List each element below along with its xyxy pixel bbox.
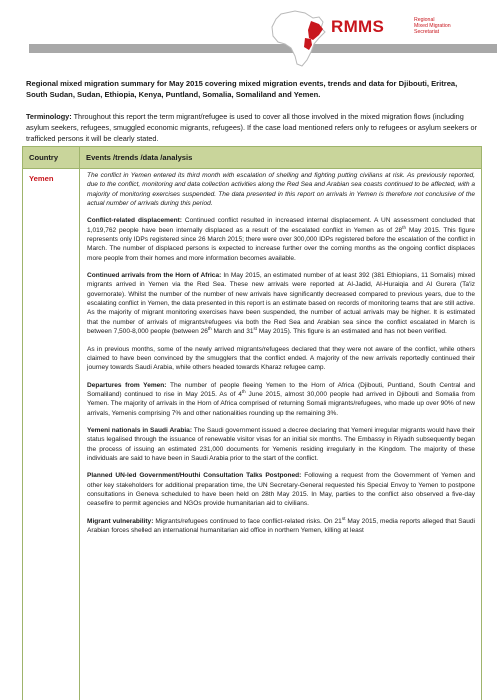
logo-sub-line: Regional (414, 17, 435, 23)
paragraph-text: Following a request from the Government of Yemen and other key stakeholders for additional preparation time, the UN Secretary-General requested his Special Envoy to Yemen to postpone consultations in Geneva scheduled to have been held on 28th May 2015. In May, parties to the conflict also observed a five-day ceasefire to permit agencies and NGOs provide humanitarian aid to civilians. (87, 472, 475, 508)
paragraph-text: May 2015. This figure represents only IDPs registered since 26 March 2015; there were over 300,000 IDPs registered before the escalation of the conflict in March. The number of displaced persons is expected to increase further over the coming months as the ongoing conflict displaces more people from their homes and more information becomes available. (87, 226, 475, 262)
column-divider (79, 147, 80, 700)
events-table (22, 146, 482, 700)
paragraph-text: March and 31 (211, 328, 254, 336)
paragraph-text: The Saudi government issued a decree declaring that Yemeni irregular migrants would have their status legalised through the issuance of renewable visitor visas for an initial six months. The Embassy in Riyadh subsequently began the process of issuing an estimated 231,000 documents for Yemenis residing irregularly in the Kingdom. The majority of these individuals are said to have been in Saudi Arabia prior to the start of the conflict. (87, 426, 475, 462)
terminology-note (26, 111, 482, 144)
paragraph-text: The number of people fleeing Yemen to the Horn of Africa (Djibouti, Puntland, South Central and Somaliland) continued to rise in May 2015. As of 4 (87, 381, 475, 398)
paragraph-text: Migrants/refugees continued to face conflict-related risks. On 21 (153, 517, 342, 525)
column-header-country: Country (29, 153, 59, 162)
country-name: Yemen (29, 174, 54, 183)
superscript: th (207, 325, 212, 331)
superscript: st (341, 515, 346, 521)
report-title: Regional mixed migration summary for May 2015 covering mixed migration events, trends and data for Djibouti, Eritrea, South Sudan, Sudan, Ethiopia, Kenya, Puntland, Somalia, Somaliland and Yemen. (26, 79, 458, 99)
superscript: th (402, 224, 406, 230)
paragraph-text: June 2015, almost 30,000 people had arrived in Djibouti and Somalia from Yemen. The majority of arrivals in the Horn of Africa comprised of returning Somali migrants/refugees, who made up over 90% of new arrivals, Yemenis comprising 7% and other nationalities rounding up the remaining 3%. (87, 390, 475, 417)
column-header-events: Events /trends /data /analysis (86, 153, 193, 162)
events-text (87, 171, 475, 543)
paragraph-consultation-talks (87, 471, 475, 508)
paragraph-saudi-arabia (87, 426, 475, 463)
paragraph-vulnerability (87, 517, 475, 536)
logo-sub-line: Secretariat (414, 29, 440, 35)
header-bar (29, 44, 497, 53)
paragraph-arrivals (87, 271, 475, 336)
paragraph-text: May 2015, media reports alleged that Saudi Arabian forces shelled an international humanitarian aid office in northern Yemen, killing at least (87, 517, 475, 534)
paragraph-heading: Planned UN-led Government/Houthi Consultation Talks Postponed: (87, 472, 302, 480)
africa-map-logo-icon (267, 8, 331, 70)
superscript: th (241, 388, 246, 394)
rmms-logo-subtitle (414, 17, 484, 35)
paragraph-text: In May 2015, an estimated number of at least 392 (381 Ethiopians, 11 Somalis) mixed migrants arrived in Yemen via the Red Sea. These new arrivals were reported at Al-Jadid, Al-Huraiqia and Al Gurera (Ta'iz governorate). Whilst the number of the number of new arrivals have significantly decreased compared to previous years, due to the escalating conflict in Yemen, the data presented in this report is an estimate based on records of monitoring teams that are still active. As the majority of migrant monitoring exercises have been suspended, the number of actual arrivals may be higher. It is estimated that the number of arrivals of migrants/refugees via both the Red Sea and Arabian sea since the conflict escalated in March is between 7,500-8,000 people (between 26 (87, 272, 475, 336)
paragraph-text: Continued conflict resulted in increased internal displacement. A UN assessment concluded that 1,019,762 people have been internally displaced as a result of the escalated conflict in Yemen as of 28 (87, 217, 475, 234)
paragraph-heading: Conflict-related displacement: (87, 217, 182, 225)
terminology-text: Throughout this report the term migrant/refugee is used to cover all those involved in the mixed migration flows (including asylum seekers, refugees, smuggled economic migrants, refugees). If the case load mentioned refers only to refugees or asylum seekers or trafficked persons it will be clearly stated. (26, 112, 478, 143)
page-header (0, 0, 500, 74)
rmms-logo-text: RMMS (331, 17, 385, 36)
logo-sub-line: Mixed Migration (414, 23, 451, 29)
paragraph-awareness: As in previous months, some of the newly arrived migrants/refugees declared that they were not aware of the conflict, while others claimed to have been convinced by the smugglers that the conflict ended. A majority of the new arrivals reportedly continued their journey towards Saudi Arabia, while others headed towards Kharaz refugee camp. (87, 345, 475, 372)
paragraph-heading: Departures from Yemen: (87, 381, 167, 389)
paragraph-heading: Migrant vulnerability: (87, 517, 154, 525)
paragraph-displacement (87, 216, 475, 263)
paragraph-departures (87, 381, 475, 418)
intro-paragraph: The conflict in Yemen entered its third month with escalation of shelling and fighting putting civilians at risk. As previously reported, due to the conflict, monitoring and data collection activities along the Red Sea and Arabian sea coasts continued to be affected, with a majority of monitoring exercises suspended. The data presented in this report on arrivals in Yemen is therefore not conclusive of the actual number of arrivals during this period. (87, 172, 475, 208)
paragraph-heading: Yemeni nationals in Saudi Arabia: (87, 426, 192, 434)
paragraph-text: May 2015). This figure is an estimated and has not been verified. (257, 328, 447, 336)
superscript: st (253, 325, 257, 331)
paragraph-heading: Continued arrivals from the Horn of Africa: (87, 272, 222, 280)
terminology-label: Terminology: (26, 112, 72, 121)
